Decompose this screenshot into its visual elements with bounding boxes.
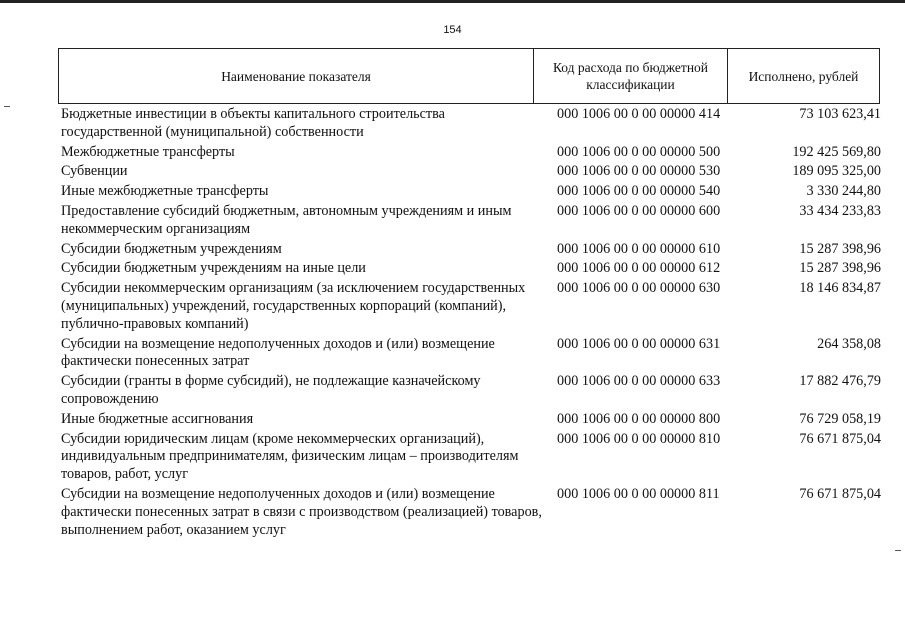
header-code-cell: Код расхода по бюджетной классификации (534, 49, 728, 103)
table-row (61, 144, 881, 164)
row-value-cell: 18 146 834,87 (799, 280, 881, 297)
scan-mark-left (4, 106, 10, 107)
row-name-cell: Субсидии бюджетным учреждениям (61, 240, 282, 257)
row-code-cell: 000 1006 00 0 00 00000 631 (557, 335, 721, 352)
row-value-cell: 3 330 244,80 (806, 183, 881, 200)
row-code-cell: 000 1006 00 0 00 00000 630 (557, 280, 721, 297)
page-number: 154 (443, 24, 462, 36)
row-name-cell: Субсидии (гранты в форме субсидий), не подлежащие казначейскому сопровождению (61, 373, 481, 407)
row-code-cell: 000 1006 00 0 00 00000 610 (557, 240, 721, 257)
row-name-cell: Бюджетные инвестиции в объекты капитального строительства государственной (муниципальной) собственности (61, 106, 445, 140)
row-value-cell: 73 103 623,41 (799, 106, 881, 122)
table-row (61, 486, 881, 541)
row-code-cell: 000 1006 00 0 00 00000 414 (557, 106, 721, 122)
row-name-cell: Субсидии бюджетным учреждениям на иные цели (61, 260, 366, 277)
table-row (61, 336, 881, 374)
row-code-cell: 000 1006 00 0 00 00000 600 (557, 202, 721, 219)
row-value-cell: 76 671 875,04 (799, 430, 881, 447)
row-value-cell: 15 287 398,96 (799, 260, 881, 277)
row-value-cell: 15 287 398,96 (799, 240, 881, 257)
table-row (61, 280, 881, 335)
row-value-cell: 76 729 058,19 (799, 410, 881, 427)
table-header (58, 48, 880, 104)
row-code-cell: 000 1006 00 0 00 00000 530 (557, 163, 721, 180)
row-name-cell: Субсидии на возмещение недополученных доходов и (или) возмещение фактически понесенных затрат (61, 335, 495, 370)
row-name-cell: Иные бюджетные ассигнования (61, 410, 254, 427)
row-name-cell: Предоставление субсидий бюджетным, автономным учреждениям и иным некоммерческим организациям (61, 202, 512, 237)
top-border-line (0, 0, 905, 3)
table-row (61, 373, 881, 411)
row-value-cell: 33 434 233,83 (799, 202, 881, 219)
row-value-cell: 189 095 325,00 (792, 163, 881, 180)
row-value-cell: 264 358,08 (817, 335, 881, 352)
row-value-cell: 17 882 476,79 (799, 373, 881, 390)
header-name-cell: Наименование показателя (59, 49, 534, 103)
row-name-cell: Субсидии некоммерческим организациям (за исключением государственных (муниципальных) учреждений, государственных корпораций (компаний), публично-правовых компаний) (61, 280, 526, 332)
budget-table (61, 106, 881, 541)
table-row (61, 203, 881, 241)
row-code-cell: 000 1006 00 0 00 00000 810 (557, 430, 721, 447)
row-value-cell: 192 425 569,80 (792, 143, 881, 160)
table-row (61, 183, 881, 203)
table-row (61, 431, 881, 486)
table-row (61, 163, 881, 183)
table-row (61, 411, 881, 431)
row-name-cell: Субсидии юридическим лицам (кроме некоммерческих организаций), индивидуальным предпринимателям, физическим лицам – производителям товаров, работ, услуг (61, 430, 519, 483)
row-value-cell: 76 671 875,04 (799, 485, 881, 502)
row-code-cell: 000 1006 00 0 00 00000 811 (557, 485, 720, 502)
row-name-cell: Межбюджетные трансферты (61, 143, 235, 160)
header-executed-cell: Исполнено, рублей (748, 68, 859, 84)
row-code-cell: 000 1006 00 0 00 00000 612 (557, 260, 721, 277)
table-row (61, 241, 881, 261)
row-code-cell: 000 1006 00 0 00 00000 800 (557, 410, 721, 427)
row-name-cell: Субвенции (61, 163, 128, 180)
budget-table-body (61, 106, 881, 541)
row-code-cell: 000 1006 00 0 00 00000 500 (557, 143, 721, 160)
scan-mark-right (895, 550, 901, 551)
table-row (61, 260, 881, 280)
row-name-cell: Субсидии на возмещение недополученных доходов и (или) возмещение фактически понесенных затрат в связи с производством (реализацией) товаров, выполнением работ, оказанием услуг (61, 485, 542, 538)
row-code-cell: 000 1006 00 0 00 00000 633 (557, 373, 721, 390)
row-code-cell: 000 1006 00 0 00 00000 540 (557, 183, 721, 200)
row-name-cell: Иные межбюджетные трансферты (61, 183, 269, 200)
table-row (61, 106, 881, 144)
